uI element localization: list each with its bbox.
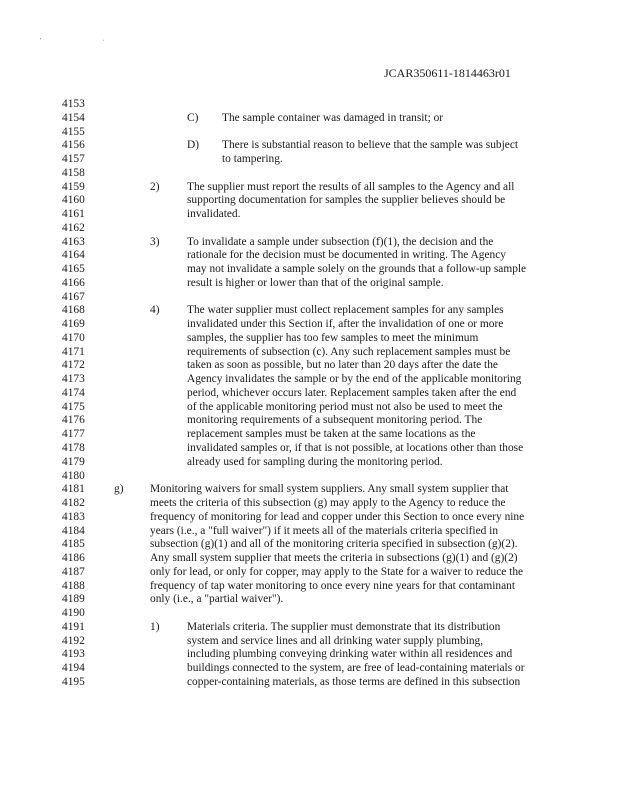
paragraph-line: frequency of tap water monitoring to once every nine years for that contaminant — [150, 579, 515, 592]
paragraph-line: To invalidate a sample under subsection (f)(1), the decision and the — [187, 235, 494, 248]
line-number: 4166 — [62, 276, 85, 289]
line-number: 4155 — [62, 125, 85, 138]
line-number: 4168 — [62, 304, 85, 317]
paragraph-line: system and service lines and all drinking water supply plumbing, — [187, 634, 484, 647]
document-id: JCAR350611-1814463r01 — [384, 66, 511, 80]
paragraph-line: Materials criteria. The supplier must demonstrate that its distribution — [187, 620, 501, 633]
line-number: 4182 — [62, 497, 85, 510]
line-number: 4176 — [62, 414, 85, 427]
paragraph-line: rationale for the decision must be documented in writing. The Agency — [187, 249, 506, 262]
line-number: 4189 — [62, 593, 85, 606]
paragraph-line: years (i.e., a "full waiver") if it meets all of the materials criteria specified in — [150, 524, 499, 537]
paragraph-line: replacement samples must be taken at the same locations as the — [187, 428, 476, 441]
paragraph-line: meets the criteria of this subsection (g) may apply to the Agency to reduce the — [150, 497, 506, 510]
paragraph-line: Agency invalidates the sample or by the end of the applicable monitoring — [187, 373, 522, 386]
paragraph-line: Monitoring waivers for small system suppliers. Any small system supplier that — [150, 483, 509, 496]
paragraph-line: only (i.e., a "partial waiver"). — [150, 593, 284, 606]
paragraph-line: of the applicable monitoring period must not also be used to meet the — [187, 400, 503, 413]
paragraph-line: There is substantial reason to believe that the sample was subject — [222, 139, 519, 152]
paragraph-marker: 2) — [150, 180, 160, 193]
line-number: 4172 — [62, 359, 85, 372]
paragraph-line: period, whichever occurs later. Replacement samples taken after the end — [187, 386, 517, 399]
scan-specks: ' · — [40, 38, 135, 44]
line-number: 4180 — [62, 469, 85, 482]
line-number: 4195 — [62, 675, 85, 688]
paragraph-line: already used for sampling during the monitoring period. — [187, 455, 443, 468]
line-number: 4158 — [62, 166, 85, 179]
line-number: 4185 — [62, 538, 85, 551]
paragraph-line: copper-containing materials, as those terms are defined in this subsection — [187, 675, 521, 688]
paragraph-line: invalidated under this Section if, after the invalidation of one or more — [187, 318, 504, 331]
paragraph-line: invalidated samples or, if that is not possible, at locations other than those — [187, 442, 524, 454]
line-number: 4163 — [62, 235, 85, 248]
line-number: 4179 — [62, 455, 85, 468]
line-number: 4178 — [62, 442, 85, 454]
paragraph-line: requirements of subsection (c). Any such replacement samples must be — [187, 345, 511, 358]
paragraph-line: result is higher or lower than that of the original sample. — [187, 276, 444, 289]
line-number: 4165 — [62, 263, 85, 276]
paragraph-line: supporting documentation for samples the supplier believes should be — [187, 194, 506, 207]
paragraph-line: only for lead, or only for copper, may apply to the State for a waiver to reduce the — [150, 565, 524, 578]
paragraph-line: The water supplier must collect replacement samples for any samples — [187, 304, 504, 317]
paragraph-line: The sample container was damaged in transit; or — [222, 111, 444, 124]
line-number: 4153 — [62, 98, 85, 110]
line-number: 4156 — [62, 139, 85, 152]
line-number: 4191 — [62, 620, 85, 633]
paragraph-line: The supplier must report the results of all samples to the Agency and all — [187, 180, 515, 193]
paragraph-line: taken as soon as possible, but no later than 20 days after the date the — [187, 359, 498, 372]
paragraph-line: samples, the supplier has too few samples to meet the minimum — [187, 331, 479, 344]
line-number: 4177 — [62, 428, 85, 441]
line-number: 4160 — [62, 194, 85, 207]
line-number: 4164 — [62, 249, 85, 262]
line-number: 4162 — [62, 221, 85, 234]
paragraph-marker: 1) — [150, 620, 160, 633]
paragraph-line: subsection (g)(1) and all of the monitoring criteria specified in subsection (g)(2). — [150, 538, 518, 551]
paragraph-line: to tampering. — [222, 153, 283, 166]
line-number: 4175 — [62, 400, 85, 413]
paragraph-marker: 4) — [150, 304, 160, 317]
line-number: 4173 — [62, 373, 85, 386]
paragraph-marker: D) — [187, 139, 200, 152]
line-number: 4169 — [62, 318, 85, 331]
line-number: 4183 — [62, 510, 85, 523]
line-number: 4190 — [62, 607, 85, 620]
line-number: 4181 — [62, 483, 85, 496]
paragraph-line: buildings connected to the system, are free of lead-containing materials or — [187, 662, 525, 675]
line-number: 4194 — [62, 662, 85, 675]
paragraph-line: may not invalidate a sample solely on the grounds that a follow-up sample — [187, 263, 527, 276]
line-number: 4184 — [62, 524, 85, 537]
line-number: 4167 — [62, 290, 85, 303]
line-number: 4171 — [62, 345, 85, 358]
paragraph-marker: C) — [187, 111, 199, 124]
line-number: 4161 — [62, 208, 85, 221]
line-number: 4187 — [62, 565, 85, 578]
line-number: 4174 — [62, 386, 85, 399]
line-number: 4192 — [62, 634, 85, 647]
paragraph-line: monitoring requirements of a subsequent monitoring period. The — [187, 414, 483, 427]
paragraph-line: including plumbing conveying drinking water within all residences and — [187, 648, 513, 661]
line-number: 4186 — [62, 552, 85, 565]
paragraph-marker: g) — [114, 483, 124, 496]
line-number: 4188 — [62, 579, 85, 592]
line-number: 4193 — [62, 648, 85, 661]
paragraph-line: invalidated. — [187, 208, 241, 221]
paragraph-line: frequency of monitoring for lead and copper under this Section to once every nine — [150, 510, 525, 523]
line-number: 4157 — [62, 153, 85, 166]
paragraph-marker: 3) — [150, 235, 160, 248]
paragraph-line: Any small system supplier that meets the criteria in subsections (g)(1) and (g)(2) — [150, 552, 518, 565]
line-number: 4159 — [62, 180, 85, 193]
line-number: 4154 — [62, 111, 85, 124]
line-number: 4170 — [62, 331, 85, 344]
